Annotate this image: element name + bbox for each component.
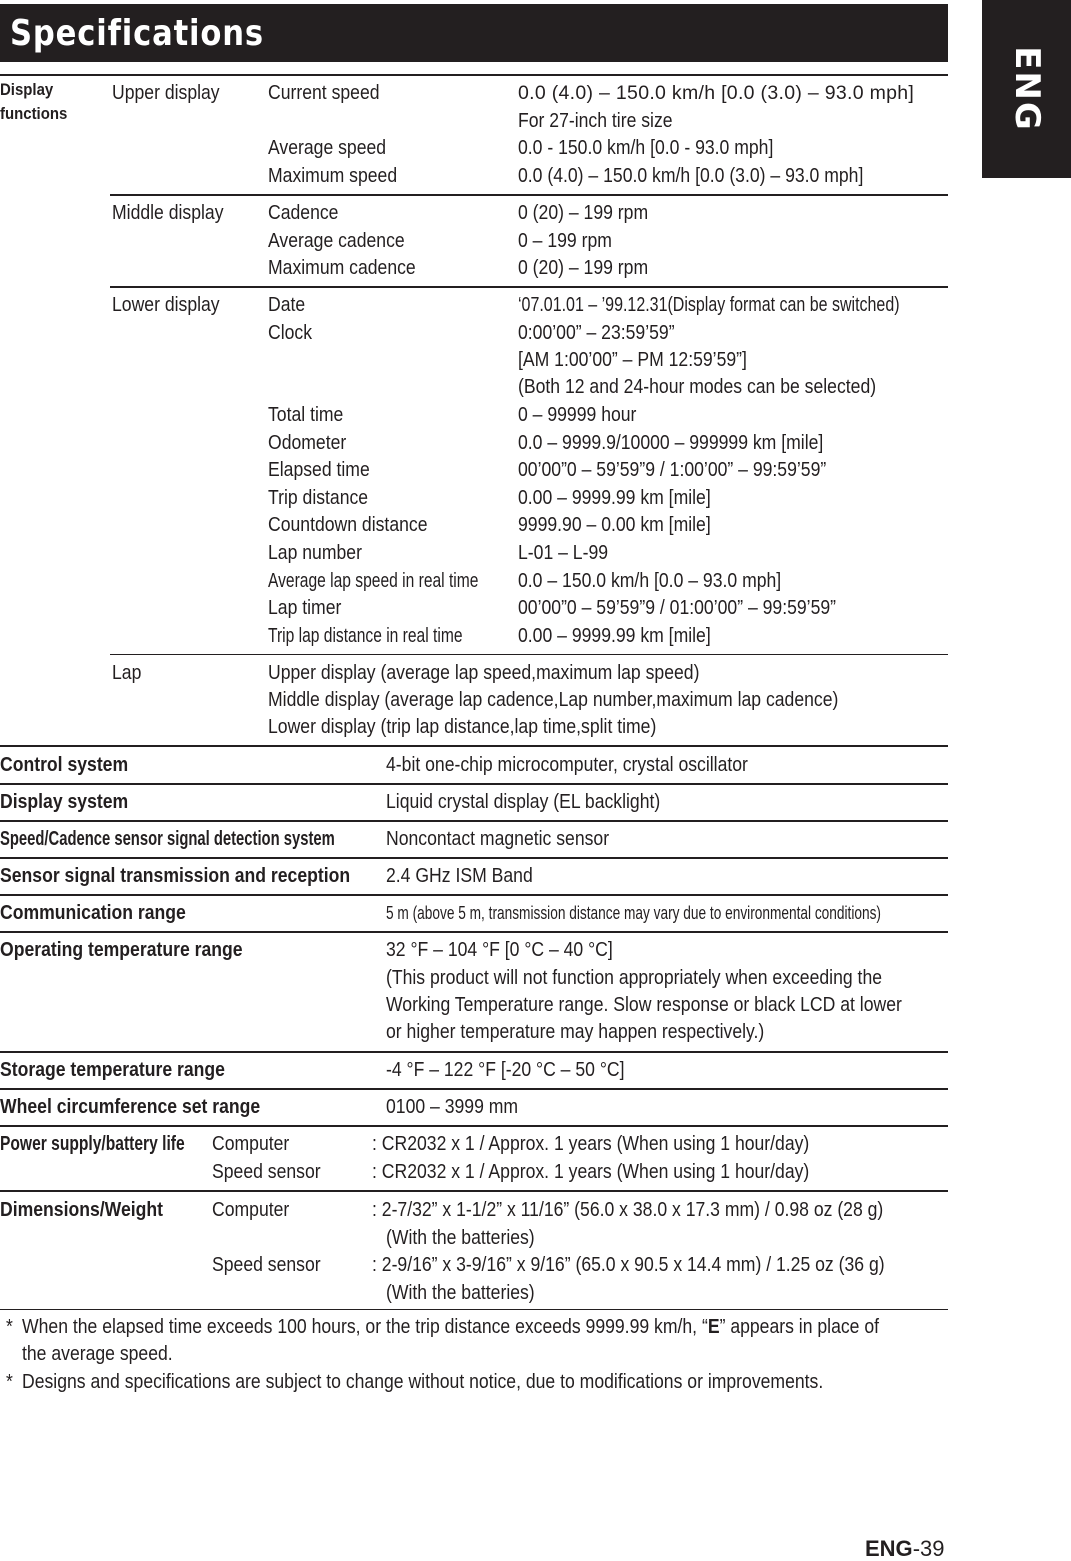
spec-transmission-value: 2.4 GHz ISM Band xyxy=(386,865,533,887)
spec-value: 0 (20) – 199 rpm xyxy=(518,257,649,279)
footnote-1-text: When the elapsed time exceeds 100 hours, or the trip distance exceeds 9999.99 km/h, “ xyxy=(22,1316,708,1338)
footnote-1-line2: the average speed. xyxy=(22,1343,173,1365)
spec-control-system-value: 4-bit one-chip microcomputer, crystal oscillator xyxy=(386,754,748,776)
page-number-prefix: ENG xyxy=(865,1536,913,1561)
page-number-suffix: -39 xyxy=(912,1536,945,1561)
spec-communication-range-label: Communication range xyxy=(0,902,186,924)
group-middle-display: Middle display xyxy=(112,202,224,224)
divider xyxy=(0,931,948,933)
divider xyxy=(0,1088,948,1090)
dimensions-value: : 2-9/16” x 3-9/16” x 9/16” (65.0 x 90.5 x 14.4 mm) / 1.25 oz (36 g) xyxy=(372,1254,885,1276)
spec-value: 0:00’00” – 23:59’59” xyxy=(518,322,675,344)
spec-value: [AM 1:00’00” – PM 12:59’59”] xyxy=(518,349,747,371)
divider xyxy=(110,286,948,288)
spec-display-system-value: Liquid crystal display (EL backlight) xyxy=(386,791,661,813)
group-lower-display: Lower display xyxy=(112,294,220,316)
footnote-bullet: * xyxy=(6,1316,13,1338)
group-lap: Lap xyxy=(112,662,142,684)
footnote-2: Designs and specifications are subject to change without notice, due to modifications or improvements. xyxy=(22,1371,824,1393)
spec-transmission-label: Sensor signal transmission and reception xyxy=(0,865,351,887)
spec-operating-temp-value: 32 °F – 104 °F [0 °C – 40 °C] xyxy=(386,939,613,961)
divider xyxy=(110,194,948,196)
spec-label: Date xyxy=(268,294,306,316)
spec-operating-temp-note: or higher temperature may happen respectively.) xyxy=(386,1021,765,1043)
footnote-bullet: * xyxy=(6,1371,13,1393)
group-upper-display: Upper display xyxy=(112,82,220,104)
spec-wheel-circumference-label: Wheel circumference set range xyxy=(0,1096,261,1118)
spec-storage-temp-value: -4 °F – 122 °F [-20 °C – 50 °C] xyxy=(386,1059,625,1081)
spec-value: 0.0 – 150.0 km/h [0.0 – 93.0 mph] xyxy=(518,570,782,592)
spec-label: Odometer xyxy=(268,432,347,454)
footnote-1-bold: E xyxy=(707,1316,720,1338)
spec-label: Clock xyxy=(268,322,313,344)
spec-value: 0.0 – 9999.9/10000 – 999999 km [mile] xyxy=(518,432,824,454)
spec-value: 0 (20) – 199 rpm xyxy=(518,202,649,224)
divider xyxy=(110,654,948,655)
spec-label: Average lap speed in real time xyxy=(268,570,479,592)
divider xyxy=(0,1051,948,1053)
spec-value: 0.0 - 150.0 km/h [0.0 - 93.0 mph] xyxy=(518,137,774,159)
divider xyxy=(0,1190,948,1192)
spec-label: Maximum speed xyxy=(268,165,398,187)
spec-value: 00’00”0 – 59’59”9 / 01:00’00” – 99:59’59” xyxy=(518,597,837,619)
footnote-1-text: ” appears in place of xyxy=(719,1316,880,1338)
spec-control-system-label: Control system xyxy=(0,754,129,776)
spec-operating-temp-note: (This product will not function appropriately when exceeding the xyxy=(386,967,883,989)
power-value: : CR2032 x 1 / Approx. 1 years (When using 1 hour/day) xyxy=(372,1161,810,1183)
spec-sensor-detection-label: Speed/Cadence sensor signal detection system xyxy=(0,828,335,850)
dimensions-value: (With the batteries) xyxy=(386,1227,535,1249)
spec-display-system-label: Display system xyxy=(0,791,129,813)
spec-label: Average speed xyxy=(268,137,387,159)
display-functions-label xyxy=(0,78,67,126)
spec-operating-temp-note: Working Temperature range. Slow response or black LCD at lower xyxy=(386,994,902,1016)
spec-label: Maximum cadence xyxy=(268,257,416,279)
spec-communication-range-value: 5 m (above 5 m, transmission distance may vary due to environmental conditions) xyxy=(386,903,881,923)
page-number xyxy=(865,1537,944,1561)
language-tab-label: ENG xyxy=(1006,46,1047,132)
divider xyxy=(0,1309,948,1310)
spec-label: Lap timer xyxy=(268,597,342,619)
spec-value: 9999.90 – 0.00 km [mile] xyxy=(518,514,711,536)
spec-label: Lap number xyxy=(268,542,362,564)
divider xyxy=(0,1125,948,1127)
footnote-1 xyxy=(22,1314,879,1341)
spec-value: 0.00 – 9999.99 km [mile] xyxy=(518,487,711,509)
spec-value: For 27-inch tire size xyxy=(518,110,673,132)
lap-line: Lower display (trip lap distance,lap time,split time) xyxy=(268,716,657,738)
power-value: : CR2032 x 1 / Approx. 1 years (When using 1 hour/day) xyxy=(372,1133,810,1155)
spec-value: 0.0 (4.0) – 150.0 km/h [0.0 (3.0) – 93.0 mph] xyxy=(518,165,864,187)
divider xyxy=(0,783,948,785)
spec-label: Trip distance xyxy=(268,487,369,509)
spec-storage-temp-label: Storage temperature range xyxy=(0,1059,225,1081)
spec-value: ‘07.01.01 – ’99.12.31(Display format can be switched) xyxy=(518,294,900,316)
spec-label: Trip lap distance in real time xyxy=(268,625,463,647)
spec-operating-temp-label: Operating temperature range xyxy=(0,939,243,961)
label-line: Display xyxy=(0,80,54,99)
page-title: Specifications xyxy=(10,12,264,54)
divider xyxy=(0,820,948,822)
dimensions-part: Computer xyxy=(212,1199,290,1221)
spec-label: Elapsed time xyxy=(268,459,370,481)
spec-value: 0 – 199 rpm xyxy=(518,230,612,252)
dimensions-part: Speed sensor xyxy=(212,1254,321,1276)
spec-label: Cadence xyxy=(268,202,339,224)
lap-line: Upper display (average lap speed,maximum lap speed) xyxy=(268,662,700,684)
spec-value: L-01 – L-99 xyxy=(518,542,609,564)
power-part: Computer xyxy=(212,1133,290,1155)
spec-value: 0 – 99999 hour xyxy=(518,404,637,426)
spec-value: 00’00”0 – 59’59”9 / 1:00’00” – 99:59’59” xyxy=(518,459,827,481)
spec-value: (Both 12 and 24-hour modes can be selected) xyxy=(518,376,877,398)
lap-line: Middle display (average lap cadence,Lap number,maximum lap cadence) xyxy=(268,689,839,711)
dimensions-value: : 2-7/32” x 1-1/2” x 11/16” (56.0 x 38.0 x 17.3 mm) / 0.98 oz (28 g) xyxy=(372,1199,884,1221)
dimensions-value: (With the batteries) xyxy=(386,1282,535,1304)
language-tab xyxy=(982,0,1071,178)
power-part: Speed sensor xyxy=(212,1161,321,1183)
divider xyxy=(0,857,948,859)
dimensions-label: Dimensions/Weight xyxy=(0,1199,163,1221)
divider xyxy=(0,745,948,747)
spec-label: Total time xyxy=(268,404,344,426)
page-title-bar xyxy=(0,4,948,62)
power-supply-label: Power supply/battery life xyxy=(0,1133,185,1155)
divider xyxy=(0,74,948,76)
spec-label: Current speed xyxy=(268,82,380,104)
spec-value: 0.00 – 9999.99 km [mile] xyxy=(518,625,711,647)
label-line: functions xyxy=(0,104,68,123)
spec-label: Countdown distance xyxy=(268,514,428,536)
spec-sensor-detection-value: Noncontact magnetic sensor xyxy=(386,828,610,850)
divider xyxy=(0,894,948,896)
spec-wheel-circumference-value: 0100 – 3999 mm xyxy=(386,1096,519,1118)
spec-value: 0.0 (4.0) – 150.0 km/h [0.0 (3.0) – 93.0 mph] xyxy=(518,82,915,104)
spec-label: Average cadence xyxy=(268,230,405,252)
